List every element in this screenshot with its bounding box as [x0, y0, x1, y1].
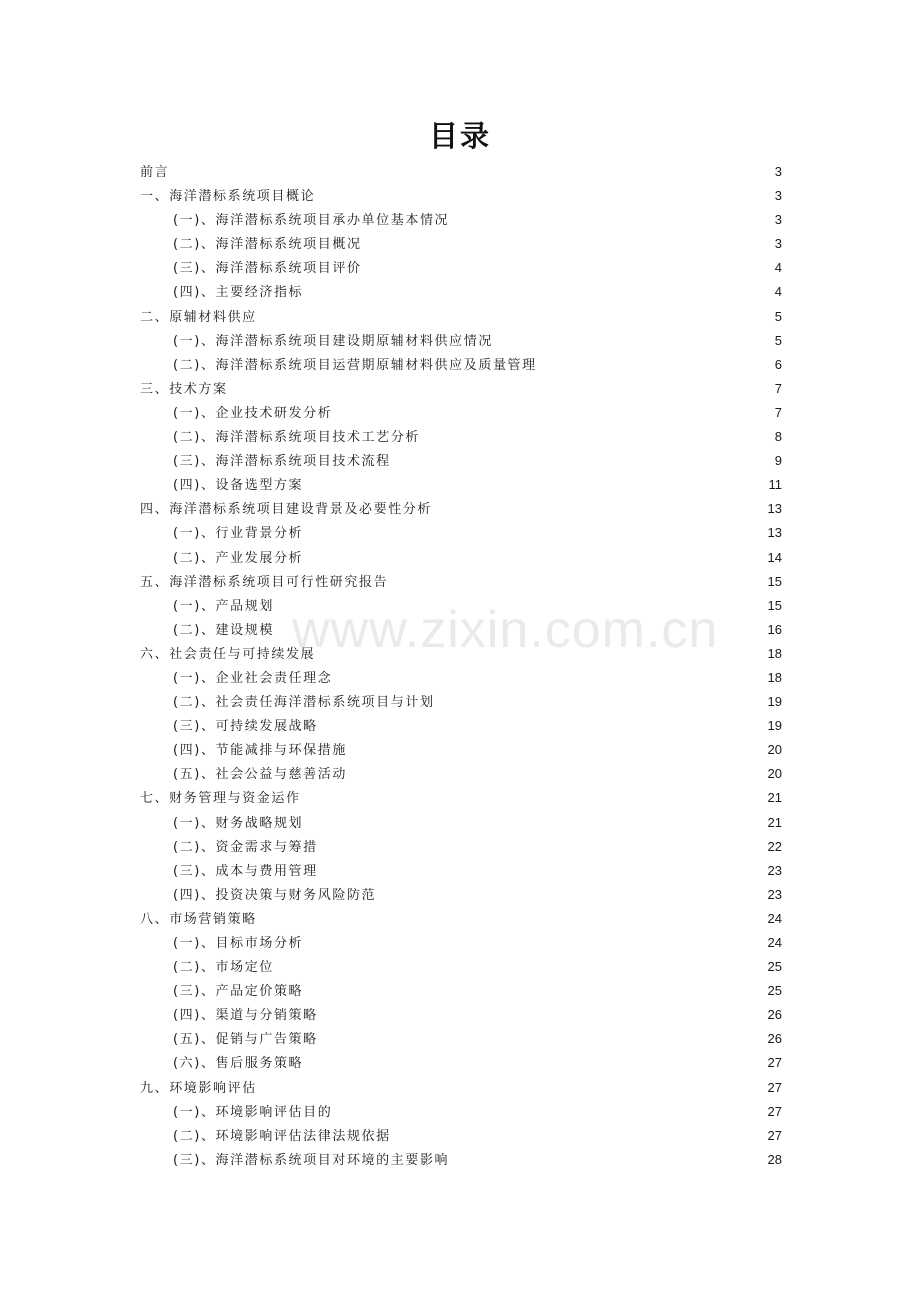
toc-entry-title: (一)、目标市场分析 — [173, 936, 304, 951]
toc-entry-title: 五、海洋潜标系统项目可行性研究报告 — [140, 574, 389, 590]
toc-subsection-entry[interactable] — [140, 1148, 782, 1172]
watermark: www.zixin.com.cn — [292, 601, 719, 659]
toc-entry-title: (六)、售后服务策略 — [173, 1056, 304, 1072]
toc-page-number: 16 — [767, 621, 782, 637]
toc-page-number: 26 — [767, 1031, 782, 1047]
toc-page-number: 23 — [767, 862, 782, 878]
toc-subsection-entry[interactable] — [140, 714, 782, 738]
toc-subsection-entry[interactable] — [140, 979, 782, 1003]
toc-subsection-entry[interactable] — [140, 208, 782, 232]
toc-entry-title: (一)、海洋潜标系统项目承办单位基本情况 — [173, 213, 450, 229]
toc-subsection-entry[interactable] — [140, 1100, 782, 1124]
toc-page-number: 13 — [767, 501, 782, 517]
toc-entry-title: 四、海洋潜标系统项目建设背景及必要性分析 — [140, 502, 433, 518]
toc-entry-title: (二)、社会责任海洋潜标系统项目与计划 — [173, 695, 435, 711]
toc-subsection-entry[interactable] — [140, 1003, 782, 1027]
toc-entry-title: (二)、海洋潜标系统项目运营期原辅材料供应及质量管理 — [173, 357, 537, 373]
toc-subsection-entry[interactable] — [140, 521, 782, 545]
toc-page-number: 13 — [767, 525, 782, 541]
toc-entry-title: (四)、节能减排与环保措施 — [173, 743, 347, 759]
toc-entry-title: (一)、企业技术研发分析 — [173, 405, 333, 421]
toc-entry-title: (二)、市场定位 — [173, 960, 274, 976]
toc-page-number: 3 — [774, 212, 782, 228]
toc-page-number: 24 — [767, 910, 782, 926]
toc-page-number: 3 — [774, 188, 782, 204]
toc-subsection-entry[interactable] — [140, 835, 782, 859]
toc-subsection-entry[interactable] — [140, 280, 782, 304]
toc-entry-title: (四)、设备选型方案 — [173, 478, 304, 494]
toc-entry-title: 九、环境影响评估 — [140, 1080, 257, 1096]
toc-entry-title: 七、财务管理与资金运作 — [140, 791, 301, 807]
toc-entry-title: (三)、海洋潜标系统项目对环境的主要影响 — [173, 1152, 450, 1168]
toc-section-entry[interactable] — [140, 160, 782, 184]
toc-entry-title: (五)、社会公益与慈善活动 — [173, 767, 347, 783]
toc-entry-title: (一)、环境影响评估目的 — [173, 1104, 333, 1120]
toc-entry-title: 一、海洋潜标系统项目概论 — [140, 189, 316, 205]
toc-page-number: 20 — [767, 766, 782, 782]
toc-page-number: 24 — [767, 935, 782, 950]
toc-section-entry[interactable] — [140, 377, 782, 401]
toc-page-number: 14 — [767, 549, 782, 565]
toc-page-number: 20 — [767, 742, 782, 758]
toc-page-number: 27 — [767, 1079, 782, 1095]
toc-page-number: 27 — [767, 1127, 782, 1143]
toc-entry-title: 三、技术方案 — [140, 381, 228, 397]
toc-subsection-entry[interactable] — [140, 883, 782, 907]
toc-subsection-entry[interactable] — [140, 690, 782, 714]
toc-page-number: 3 — [774, 236, 782, 252]
toc-subsection-entry[interactable] — [140, 955, 782, 979]
toc-page-number: 25 — [767, 983, 782, 999]
toc-section-entry[interactable] — [140, 642, 782, 666]
toc-section-entry[interactable] — [140, 907, 782, 931]
toc-page-number: 3 — [774, 164, 782, 179]
toc-entry-title: 八、市场营销策略 — [140, 911, 257, 927]
toc-subsection-entry[interactable] — [140, 931, 782, 955]
toc-entry-title: (二)、建设规模 — [173, 622, 274, 638]
toc-subsection-entry[interactable] — [140, 256, 782, 280]
toc-page-number: 7 — [774, 404, 782, 420]
toc-entry-title: (三)、海洋潜标系统项目评价 — [173, 261, 362, 277]
toc-entry-title: (一)、海洋潜标系统项目建设期原辅材料供应情况 — [173, 333, 493, 349]
toc-page-number: 7 — [774, 380, 782, 396]
toc-subsection-entry[interactable] — [140, 546, 782, 570]
page-title: 目录 — [428, 119, 491, 153]
toc-page-number: 23 — [767, 886, 782, 902]
toc-subsection-entry[interactable] — [140, 1051, 782, 1075]
toc-entry-title: (三)、产品定价策略 — [173, 984, 304, 1000]
toc-entry-title: 前言 — [140, 165, 170, 180]
toc-entry-title: (一)、行业背景分析 — [173, 526, 304, 542]
toc-subsection-entry[interactable] — [140, 859, 782, 883]
toc-subsection-entry[interactable] — [140, 666, 782, 690]
toc-entry-title: (二)、产业发展分析 — [173, 550, 304, 566]
toc-entry-title: (一)、财务战略规划 — [173, 815, 304, 831]
toc-subsection-entry[interactable] — [140, 618, 782, 642]
toc-entry-title: (三)、成本与费用管理 — [173, 863, 318, 879]
toc-subsection-entry[interactable] — [140, 401, 782, 425]
toc-subsection-entry[interactable] — [140, 329, 782, 353]
toc-section-entry[interactable] — [140, 1076, 782, 1100]
toc-subsection-entry[interactable] — [140, 1027, 782, 1051]
toc-page-number: 21 — [767, 814, 782, 830]
toc-page-number: 11 — [768, 477, 782, 493]
toc-page-number: 8 — [774, 429, 782, 445]
toc-entry-title: (四)、主要经济指标 — [173, 285, 304, 301]
toc-subsection-entry[interactable] — [140, 232, 782, 256]
toc-page-number: 9 — [774, 453, 782, 469]
toc-subsection-entry[interactable] — [140, 811, 782, 835]
toc-section-entry[interactable] — [140, 570, 782, 594]
toc-page-number: 19 — [767, 718, 782, 734]
toc-section-entry[interactable] — [140, 497, 782, 521]
toc-page-number: 27 — [767, 1103, 782, 1119]
table-of-contents — [140, 160, 782, 1172]
toc-page-number: 25 — [767, 959, 782, 975]
toc-entry-title: 六、社会责任与可持续发展 — [140, 646, 316, 662]
toc-page-number: 6 — [774, 356, 782, 372]
toc-page-number: 18 — [767, 669, 782, 685]
toc-entry-title: (二)、环境影响评估法律法规依据 — [173, 1128, 391, 1144]
toc-subsection-entry[interactable] — [140, 594, 782, 618]
toc-section-entry[interactable] — [140, 184, 782, 208]
toc-subsection-entry[interactable] — [140, 473, 782, 497]
toc-entry-title: (三)、可持续发展战略 — [173, 719, 318, 735]
toc-subsection-entry[interactable] — [140, 353, 782, 377]
toc-page-number: 4 — [774, 284, 782, 300]
toc-page-number: 15 — [767, 573, 782, 589]
toc-section-entry[interactable] — [140, 305, 782, 329]
toc-entry-title: 二、原辅材料供应 — [140, 309, 257, 325]
toc-page-number: 19 — [767, 694, 782, 710]
toc-page-number: 15 — [767, 597, 782, 613]
toc-page-number: 18 — [767, 645, 782, 661]
toc-entry-title: (一)、产品规划 — [173, 598, 274, 614]
toc-subsection-entry[interactable] — [140, 425, 782, 449]
toc-page-number: 21 — [767, 790, 782, 806]
toc-section-entry[interactable] — [140, 786, 782, 810]
toc-page-number: 22 — [767, 838, 782, 854]
toc-entry-title: (四)、渠道与分销策略 — [173, 1008, 318, 1024]
toc-entry-title: (五)、促销与广告策略 — [173, 1032, 318, 1048]
toc-entry-title: (二)、海洋潜标系统项目技术工艺分析 — [173, 430, 420, 446]
toc-subsection-entry[interactable] — [140, 762, 782, 786]
toc-page-number: 26 — [767, 1007, 782, 1023]
toc-entry-title: (一)、企业社会责任理念 — [173, 670, 333, 686]
toc-entry-title: (二)、资金需求与筹措 — [173, 839, 318, 855]
toc-page-number: 27 — [767, 1055, 782, 1071]
toc-page-number: 5 — [774, 308, 782, 324]
toc-entry-title: (二)、海洋潜标系统项目概况 — [173, 237, 362, 253]
toc-subsection-entry[interactable] — [140, 449, 782, 473]
toc-page-number: 5 — [774, 332, 782, 348]
toc-page-number: 28 — [767, 1151, 782, 1167]
toc-entry-title: (四)、投资决策与财务风险防范 — [173, 887, 377, 903]
toc-subsection-entry[interactable] — [140, 1124, 782, 1148]
toc-entry-title: (三)、海洋潜标系统项目技术流程 — [173, 454, 391, 470]
toc-page-number: 4 — [774, 260, 782, 276]
toc-subsection-entry[interactable] — [140, 738, 782, 762]
